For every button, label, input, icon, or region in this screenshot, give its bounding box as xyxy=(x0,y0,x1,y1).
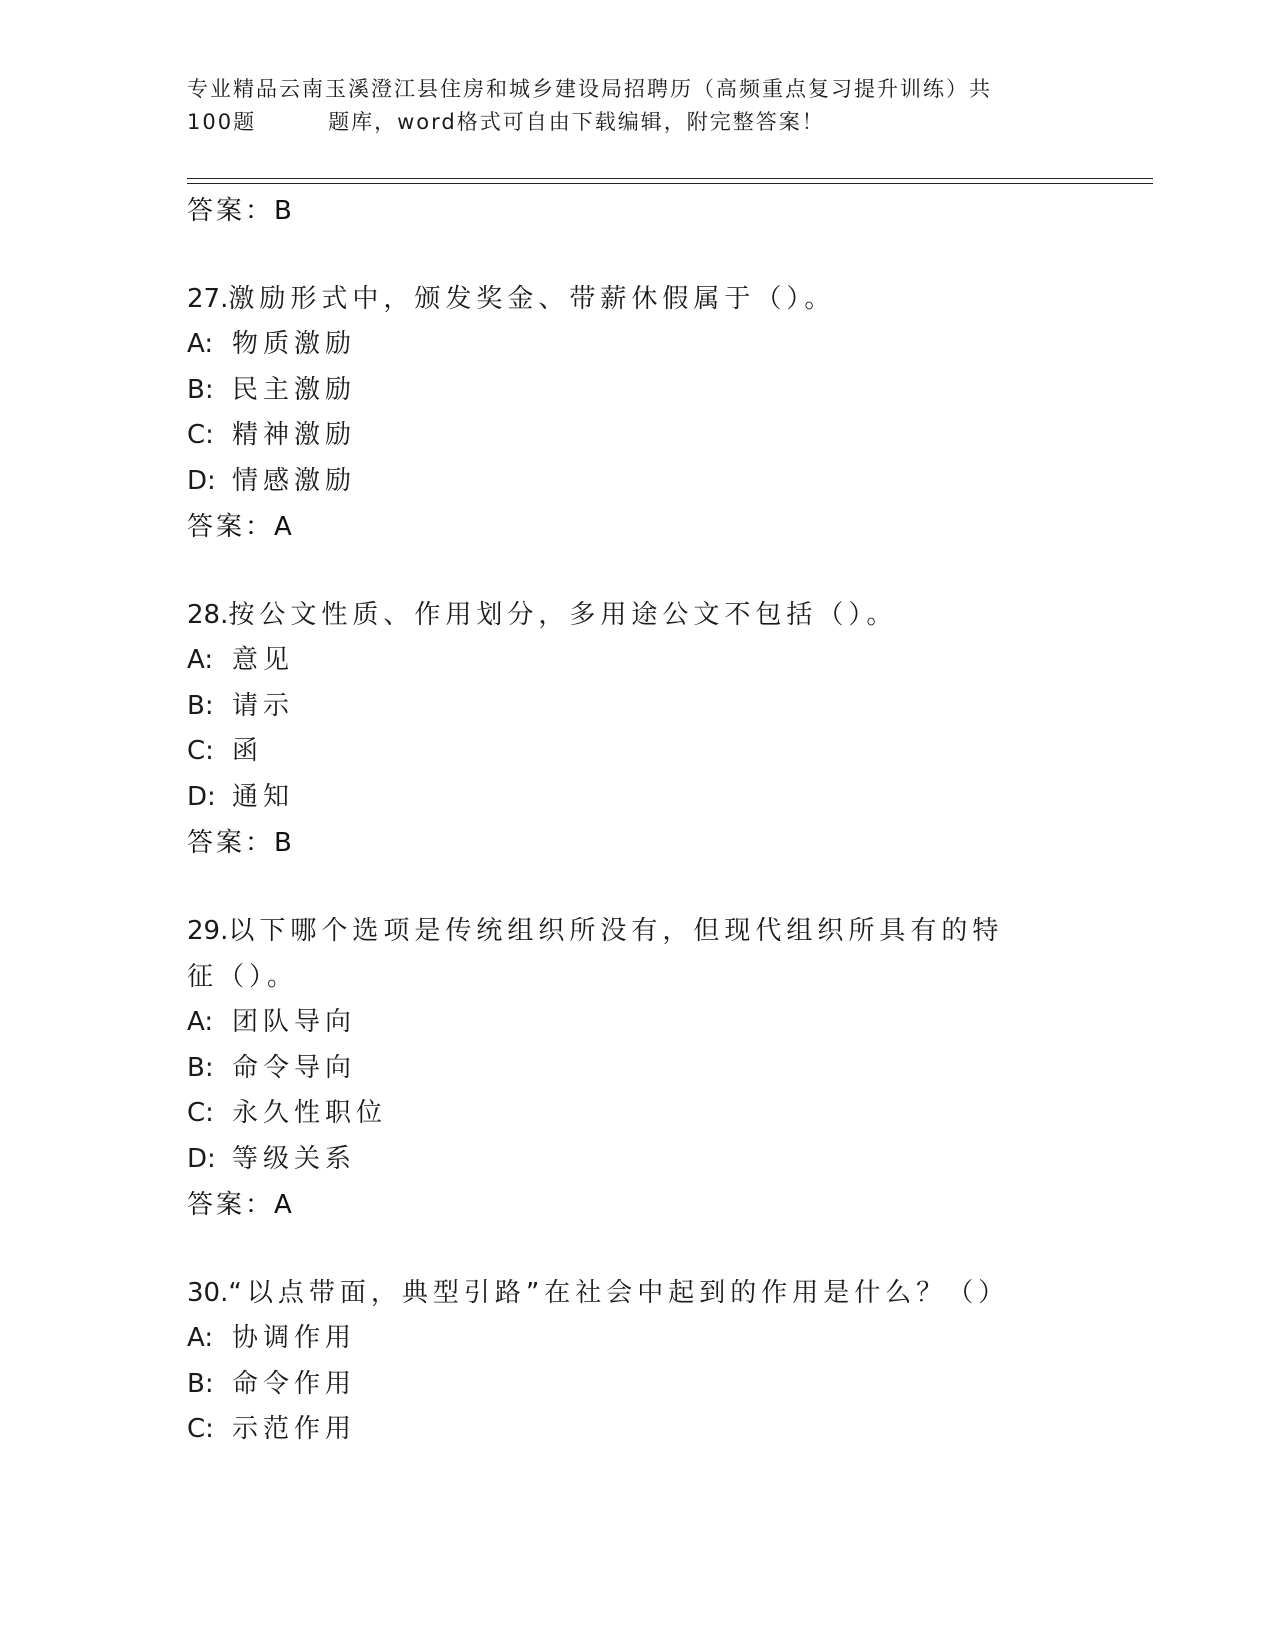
option-key: A: xyxy=(187,1323,214,1353)
option-key: C: xyxy=(187,1098,214,1128)
question-stem xyxy=(187,592,1007,638)
document-header xyxy=(187,73,1087,139)
question-stem xyxy=(187,1270,1010,1316)
option-text: 物质激励 xyxy=(232,329,357,359)
question-text: 激励形式中，颁发奖金、带薪休假属于（）。 xyxy=(228,284,836,314)
question-number: 27. xyxy=(187,284,229,314)
option-text: 命令作用 xyxy=(232,1368,357,1399)
option-key: C: xyxy=(187,420,214,450)
question-number: 30. xyxy=(187,1278,229,1308)
option-d xyxy=(187,1137,1153,1183)
option-text: 意见 xyxy=(232,645,295,675)
option-c xyxy=(187,413,1153,459)
option-a xyxy=(187,1000,1153,1046)
option-b xyxy=(187,368,1153,414)
option-b xyxy=(187,1362,1153,1408)
header-divider-top xyxy=(187,178,1153,179)
option-key: D: xyxy=(187,465,216,496)
option-text: 通知 xyxy=(232,781,295,812)
question-text: 按公文性质、作用划分，多用途公文不包括（）。 xyxy=(228,600,898,630)
option-key: B: xyxy=(187,1368,214,1399)
question-27 xyxy=(187,276,1153,550)
option-text: 情感激励 xyxy=(232,465,357,496)
option-text: 请示 xyxy=(232,690,295,721)
header-subtitle: 题库，word格式可自由下载编辑，附完整答案！ xyxy=(328,110,825,134)
option-key: B: xyxy=(187,374,214,405)
question-text: 以下哪个选项是传统组织所没有，但现代组织所具有的特征（）。 xyxy=(187,916,1004,992)
option-key: C: xyxy=(187,1414,214,1444)
header-title-line1: 专业精品云南玉溪澄江县住房和城乡建设局招聘历（高频重点复习提升训练）共 xyxy=(187,77,992,101)
option-b xyxy=(187,1046,1153,1092)
question-stem xyxy=(187,908,1007,1000)
option-text: 函 xyxy=(232,736,264,766)
option-key: A: xyxy=(187,1007,214,1037)
question-list xyxy=(187,188,1153,1453)
previous-answer: 答案：B xyxy=(187,196,295,226)
option-text: 精神激励 xyxy=(232,420,357,450)
question-30 xyxy=(187,1270,1153,1453)
answer: 答案：B xyxy=(187,828,295,858)
option-text: 等级关系 xyxy=(232,1143,357,1174)
option-key: A: xyxy=(187,645,214,675)
option-d xyxy=(187,459,1153,505)
option-key: B: xyxy=(187,690,214,721)
option-text: 命令导向 xyxy=(232,1052,357,1083)
question-29 xyxy=(187,908,1153,1228)
header-title-line2 xyxy=(187,106,1087,139)
question-stem xyxy=(187,276,1007,322)
option-c xyxy=(187,1407,1153,1453)
option-text: 示范作用 xyxy=(232,1414,357,1444)
question-number: 29. xyxy=(187,916,229,946)
option-text: 民主激励 xyxy=(232,374,357,405)
option-d xyxy=(187,775,1153,821)
option-text: 协调作用 xyxy=(232,1323,357,1353)
answer: 答案：A xyxy=(187,512,295,542)
option-a xyxy=(187,1316,1153,1362)
option-key: D: xyxy=(187,781,216,812)
option-text: 永久性职位 xyxy=(232,1098,388,1128)
answer: 答案：A xyxy=(187,1190,295,1220)
question-28 xyxy=(187,592,1153,866)
option-b xyxy=(187,684,1153,730)
option-key: C: xyxy=(187,736,214,766)
question-text: “以点带面，典型引路”在社会中起到的作用是什么？（） xyxy=(228,1278,1010,1308)
option-a xyxy=(187,638,1153,684)
option-key: B: xyxy=(187,1052,214,1083)
header-divider-bottom xyxy=(187,183,1153,184)
option-c xyxy=(187,729,1153,775)
option-a xyxy=(187,322,1153,368)
question-number: 28. xyxy=(187,600,229,630)
option-text: 团队导向 xyxy=(232,1007,357,1037)
option-key: A: xyxy=(187,329,214,359)
header-question-count: 100题 xyxy=(187,110,257,134)
option-key: D: xyxy=(187,1143,216,1174)
option-c xyxy=(187,1091,1153,1137)
